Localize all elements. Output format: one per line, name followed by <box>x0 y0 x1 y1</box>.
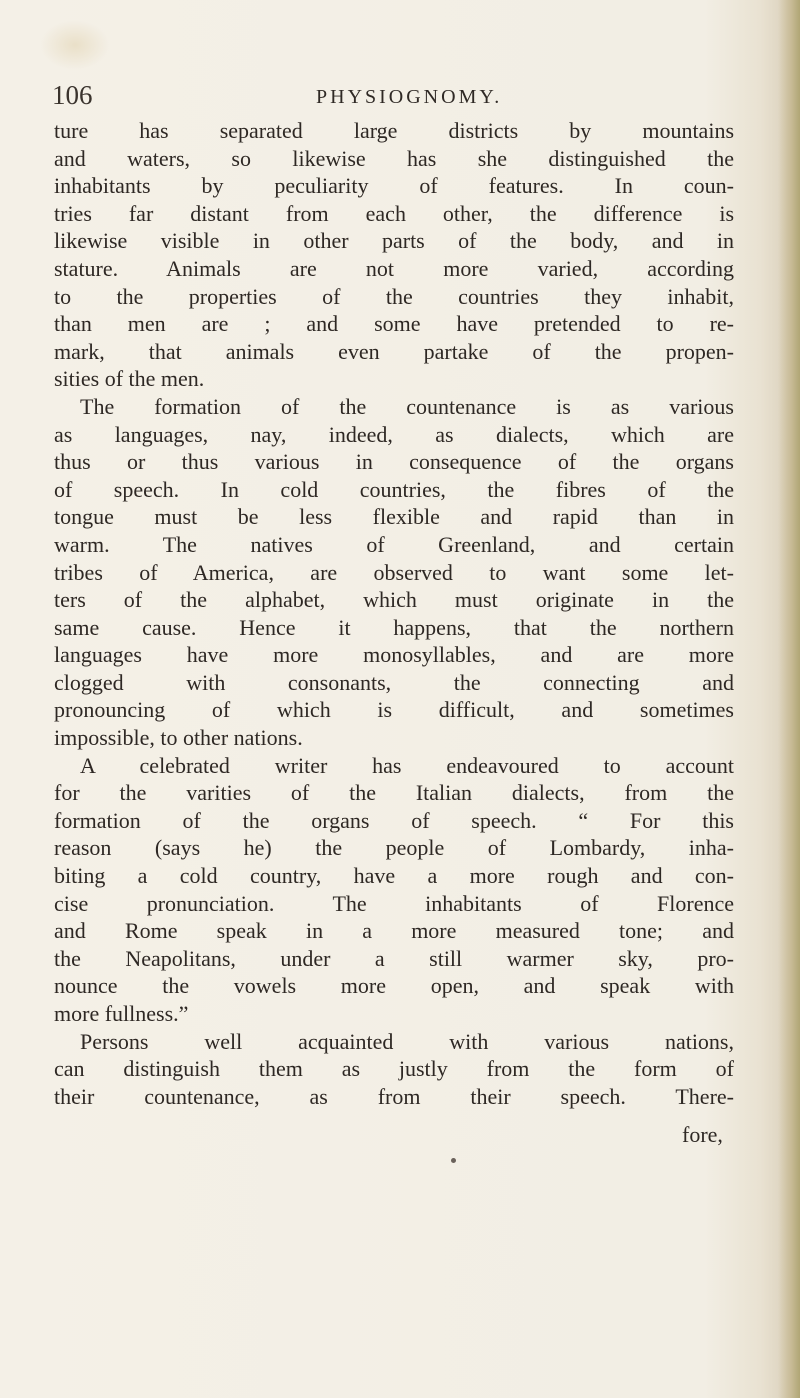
text-line: Persons well acquainted with various nations, <box>80 1028 734 1054</box>
text-line: more fullness.” <box>54 1001 189 1026</box>
text-line: and waters, so likewise has she distinguished the <box>54 145 734 171</box>
body-text <box>54 117 734 1110</box>
text-line: tribes of America, are observed to want some let- <box>54 559 734 585</box>
text-line: the Neapolitans, under a still warmer sky, pro- <box>54 945 734 971</box>
text-line: reason (says he) the people of Lombardy, inha- <box>54 835 734 861</box>
catchword: fore, <box>682 1122 723 1147</box>
page-header <box>52 80 732 112</box>
text-line: inhabitants by peculiarity of features. In coun- <box>54 173 734 199</box>
text-line: same cause. Hence it happens, that the northern <box>54 614 734 640</box>
text-line: mark, that animals even partake of the propen- <box>54 338 734 364</box>
printer-mark <box>451 1158 456 1163</box>
text-line: nounce the vowels more open, and speak with <box>54 973 734 999</box>
text-line: for the varities of the Italian dialects, from the <box>54 780 734 806</box>
text-line: tries far distant from each other, the difference is <box>54 200 734 226</box>
text-line: as languages, nay, indeed, as dialects, which are <box>54 421 734 447</box>
text-line: languages have more monosyllables, and are more <box>54 642 734 668</box>
text-line: ters of the alphabet, which must originate in the <box>54 587 734 613</box>
text-line: warm. The natives of Greenland, and certain <box>54 531 734 557</box>
text-line: impossible, to other nations. <box>54 725 303 751</box>
text-line: thus or thus various in consequence of the organs <box>54 449 734 475</box>
page-edge-shadow <box>778 0 800 1398</box>
text-line: of speech. In cold countries, the fibres of the <box>54 476 734 502</box>
text-line: The formation of the countenance is as various <box>80 393 734 419</box>
text-line: stature. Animals are not more varied, according <box>54 255 734 281</box>
text-line: to the properties of the countries they inhabit, <box>54 283 734 309</box>
text-line: likewise visible in other parts of the body, and in <box>54 228 734 254</box>
text-line: sities of the men. <box>54 366 205 392</box>
text-line: can distinguish them as justly from the form of <box>54 1056 734 1082</box>
page-number: 106 <box>52 80 93 110</box>
running-head: PHYSIOGNOMY. <box>316 86 503 108</box>
text-line: ture has separated large districts by mountains <box>54 118 734 143</box>
text-line: formation of the organs of speech. “ For this <box>54 807 734 833</box>
text-line: and Rome speak in a more measured tone; and <box>54 918 734 944</box>
text-line: biting a cold country, have a more rough and con- <box>54 863 734 889</box>
paper-stain <box>40 20 110 70</box>
text-line: clogged with consonants, the connecting and <box>54 669 734 695</box>
text-line: than men are ; and some have pretended to re- <box>54 311 734 337</box>
text-line: their countenance, as from their speech. There- <box>54 1083 734 1109</box>
text-line: tongue must be less flexible and rapid than in <box>54 504 734 530</box>
text-line: cise pronunciation. The inhabitants of Florence <box>54 890 734 916</box>
text-line: pronouncing of which is difficult, and sometimes <box>54 697 734 723</box>
text-line: A celebrated writer has endeavoured to account <box>80 752 734 778</box>
